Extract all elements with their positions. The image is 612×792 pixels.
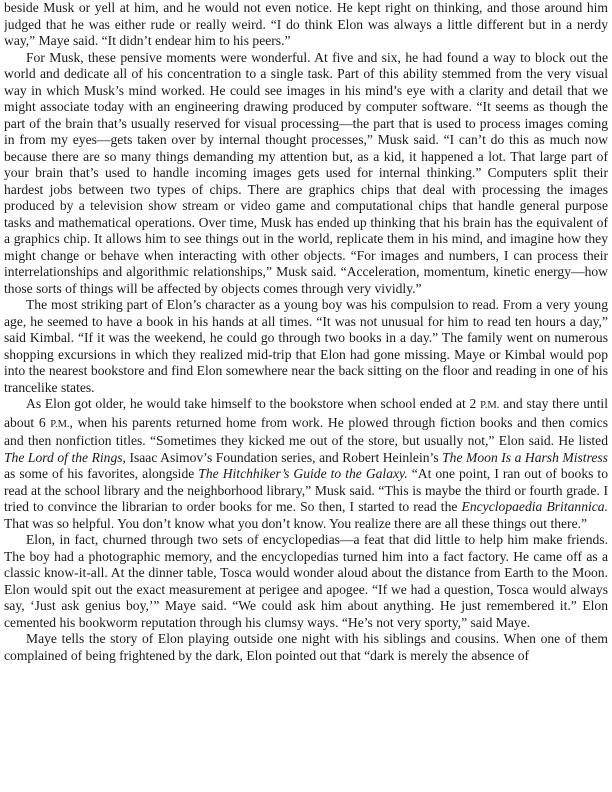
text-run: , when his parents returned home from work. He plowed through fiction books and then comics and then nonfiction titles. “Sometimes they kicked me out of the store, but usually not,” Elon said. He listed [4,414,608,448]
paragraph [4,631,608,664]
time-abbreviation: P.M. [50,418,70,430]
text-run: The most striking part of Elon’s character as a young boy was his compulsion to read. From a very young age, he seemed to have a book in his hands at all times. “It was not unusual for him to read ten hours a day,” said Kimbal. “If it was the weekend, he could go through two books in a day.” The family went on numerous shopping excursions in which they realized mid-trip that Elon had gone missing. Maye or Kimbal would pop into the nearest bookstore and find Elon somewhere near the back sitting on the floor and reading in one of his trancelike states. [4,297,608,395]
text-run: Maye tells the story of Elon playing outside one night with his siblings and cousins. When one of them complained of being frightened by the dark, Elon pointed out that “dark is merely the absence of [4,631,608,663]
paragraph [4,50,608,298]
text-run: Elon, in fact, churned through two sets of encyclopedias—a feat that did little to help him make friends. The boy had a photographic memory, and the encyclopedias turned him into a fact factory. He came off as a classic know-it-all. At the dinner table, Tosca would wonder aloud about the distance from Earth to the Moon. Elon would spit out the exact measurement at perigee and apogee. “If we had a question, Tosca would always say, ‘Just ask genius boy,’” Maye said. “We could ask him about anything. He just remembered it.” Elon cemented his bookworm reputation through his clumsy ways. “He’s not very sporty,” said Maye. [4,532,608,630]
book-page [4,0,608,792]
book-title: The Lord of the Rings, [4,449,126,465]
text-run: “At one point, I ran out of books to read at the school library and the neighborhood library,” Musk said. “This is maybe the third or fourth grade. I tried to convince the librarian to order books for me. So then, I started to read the [4,466,608,514]
paragraph [4,532,608,631]
book-title: Encyclopaedia Britannica. [461,499,608,514]
book-title: The Moon Is a Harsh Mistress [442,449,608,465]
text-run: For Musk, these pensive moments were wonderful. At five and six, he had found a way to block out the world and dedicate all of his concentration to a single task. Part of this ability stemmed from the very visual way in which Musk’s mind worked. He could see images in his mind’s eye with a clarity and detail that we might associate today with an engineering drawing produced by computer software. “It seems as though the part of the brain that’s usually reserved for visual processing—the part that is used to process images coming in from my eyes—gets taken over by internal thought processes,” Musk said. “I can’t do this as much now because there are so many things demanding my attention but, as a kid, it happened a lot. That large part of your brain that’s used to handle incoming images gets used for internal thinking.” Computers split their hardest jobs between two types of chips. There are graphics chips that deal with processing the images produced by a television show stream or video game and computational chips that handle general purpose tasks and mathematical operations. Over time, Musk has ended up thinking that his brain has the equivalent of a graphics chip. It allows him to see things out in the world, replicate them in his mind, and imagine how they might change or behave when interacting with other objects. “For images and numbers, I can process their interrelationships and algorithmic relationships,” Musk said. “Acceleration, momentum, kinetic energy—how those sorts of things will be affected by objects comes through very vividly.” [4,49,608,296]
paragraph [4,0,608,50]
text-run: and stay there until about 6 [4,396,608,430]
text-run: Isaac Asimov’s Foundation series, and Robert Heinlein’s [125,449,443,465]
page-text [4,0,608,664]
time-abbreviation: P.M. [480,400,500,411]
paragraph [4,396,608,532]
book-title: The Hitchhiker’s Guide to the Galaxy. [198,466,408,481]
text-run: beside Musk or yell at him, and he would not even notice. He kept right on thinking, and those around him judged that he was either rude or really weird. “I do think Elon was always a little different but in a nerdy way,” Maye said. “It didn’t endear him to his peers.” [4,0,608,48]
text-run: as some of his favorites, alongside [4,466,199,481]
paragraph [4,297,608,396]
text-run: That was so helpful. You don’t know what you don’t know. You realize there are all these things out there.” [4,515,588,531]
text-run: As Elon got older, he would take himself to the bookstore when school ended at 2 [26,396,481,411]
